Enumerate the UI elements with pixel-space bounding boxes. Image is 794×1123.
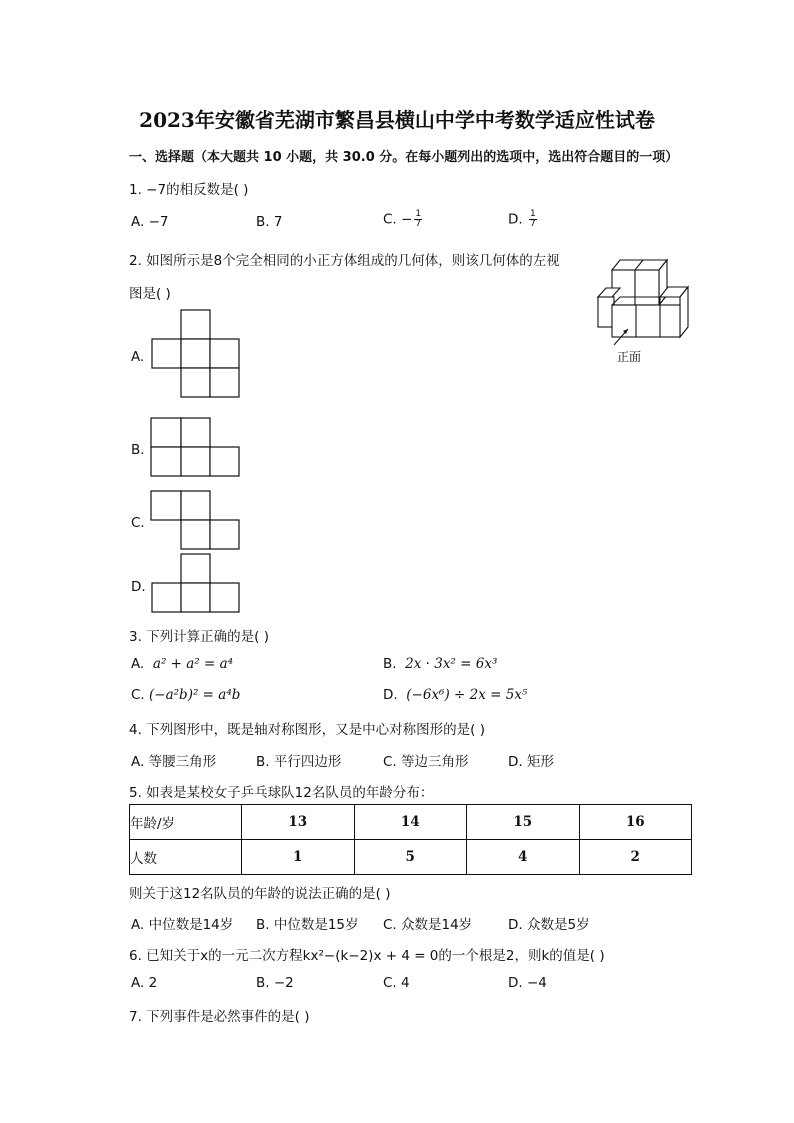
q2-option-b-label[interactable]: B. <box>131 442 145 458</box>
table-row <box>130 840 692 875</box>
q6-option-d[interactable]: D. −4 <box>508 975 547 991</box>
q1-c-numerator: 1 <box>415 209 422 219</box>
table-cell: 2 <box>579 840 692 875</box>
q1-c-denominator: 7 <box>415 219 422 229</box>
q4-option-a[interactable]: A. 等腰三角形 <box>131 754 217 770</box>
q2-option-a-figure[interactable] <box>150 309 244 401</box>
q4-option-c[interactable]: C. 等边三角形 <box>383 754 469 770</box>
q1-d-denominator: 7 <box>529 219 536 229</box>
q2-option-c-figure[interactable] <box>150 490 244 552</box>
q1-option-d[interactable] <box>508 210 537 229</box>
q6-option-a[interactable]: A. 2 <box>131 975 158 991</box>
age-distribution-table <box>129 804 692 875</box>
q2-option-d-label[interactable]: D. <box>131 579 146 595</box>
q1-option-d-prefix: D. <box>508 211 527 228</box>
q1-option-c-fraction <box>414 210 422 229</box>
q1-option-c[interactable] <box>383 210 422 229</box>
page-title: 2023年安徽省芜湖市繁昌县横山中学中考数学适应性试卷 <box>139 108 655 132</box>
q1-d-numerator: 1 <box>529 209 536 219</box>
question-5-followup: 则关于这12名队员的年龄的说法正确的是( ) <box>129 886 391 902</box>
question-2-text-line2: 图是( ) <box>129 286 171 302</box>
cube-bottom-front <box>612 305 680 337</box>
q2-option-a-label[interactable]: A. <box>131 349 145 365</box>
table-cell: 4 <box>467 840 580 875</box>
front-label: 正面 <box>617 350 642 364</box>
q2-option-d-figure[interactable] <box>150 553 244 615</box>
q5-option-c[interactable]: C. 众数是14岁 <box>383 917 473 933</box>
q3-option-b[interactable] <box>383 656 497 672</box>
q5-option-b[interactable]: B. 中位数是15岁 <box>256 917 359 933</box>
question-1-text: 1. −7的相反数是( ) <box>129 182 249 198</box>
table-header-count: 人数 <box>130 840 242 875</box>
table-row <box>130 805 692 840</box>
q1-option-d-fraction <box>529 210 537 229</box>
q2-option-c-label[interactable]: C. <box>131 515 145 531</box>
q2-option-b-figure[interactable] <box>150 417 244 479</box>
q1-option-b[interactable]: B. 7 <box>256 214 283 230</box>
q6-option-c[interactable]: C. 4 <box>383 975 410 991</box>
q3-b-label: B. <box>383 656 397 672</box>
q3-option-c[interactable] <box>131 687 240 703</box>
q1-option-a[interactable]: A. −7 <box>131 214 169 230</box>
q3-c-label: C. <box>131 687 145 703</box>
section-heading: 一、选择题（本大题共 10 小题，共 30.0 分。在每小题列出的选项中，选出符合题目的一项） <box>129 150 679 165</box>
table-cell: 15 <box>467 805 580 840</box>
q4-option-d[interactable]: D. 矩形 <box>508 754 554 770</box>
table-cell: 5 <box>354 840 467 875</box>
question-5-text: 5. 如表是某校女子乒乓球队12名队员的年龄分布： <box>129 785 434 801</box>
table-cell: 1 <box>242 840 355 875</box>
q3-c-expression: (−a²b)² = a⁴b <box>149 687 241 703</box>
cube-solid-figure <box>590 245 700 370</box>
q1-option-c-prefix: C. − <box>383 211 413 228</box>
table-header-age: 年龄/岁 <box>130 805 242 840</box>
table-cell: 13 <box>242 805 355 840</box>
table-cell: 16 <box>579 805 692 840</box>
table-cell: 14 <box>354 805 467 840</box>
question-3-text: 3. 下列计算正确的是( ) <box>129 629 269 645</box>
question-2-text-line1: 2. 如图所示是8个完全相同的小正方体组成的几何体，则该几何体的左视 <box>129 253 560 269</box>
q3-a-label: A. <box>131 656 145 672</box>
question-6-text: 6. 已知关于x的一元二次方程kx²−(k−2)x + 4 = 0的一个根是2，则k的值是( ) <box>129 948 605 964</box>
q3-option-a[interactable] <box>131 656 233 672</box>
q3-d-label: D. <box>383 687 398 703</box>
q4-option-b[interactable]: B. 平行四边形 <box>256 754 342 770</box>
q3-a-expression: a² + a² = a⁴ <box>152 656 234 672</box>
question-7-text: 7. 下列事件是必然事件的是( ) <box>129 1009 310 1025</box>
q3-option-d[interactable] <box>383 687 527 703</box>
q3-d-expression: (−6x⁶) ÷ 2x = 5x⁵ <box>406 687 528 703</box>
q3-b-expression: 2x · 3x² = 6x³ <box>405 656 498 672</box>
q5-option-d[interactable]: D. 众数是5岁 <box>508 917 590 933</box>
q6-option-b[interactable]: B. −2 <box>256 975 294 991</box>
question-4-text: 4. 下列图形中，既是轴对称图形，又是中心对称图形的是( ) <box>129 722 485 738</box>
q5-option-a[interactable]: A. 中位数是14岁 <box>131 917 234 933</box>
